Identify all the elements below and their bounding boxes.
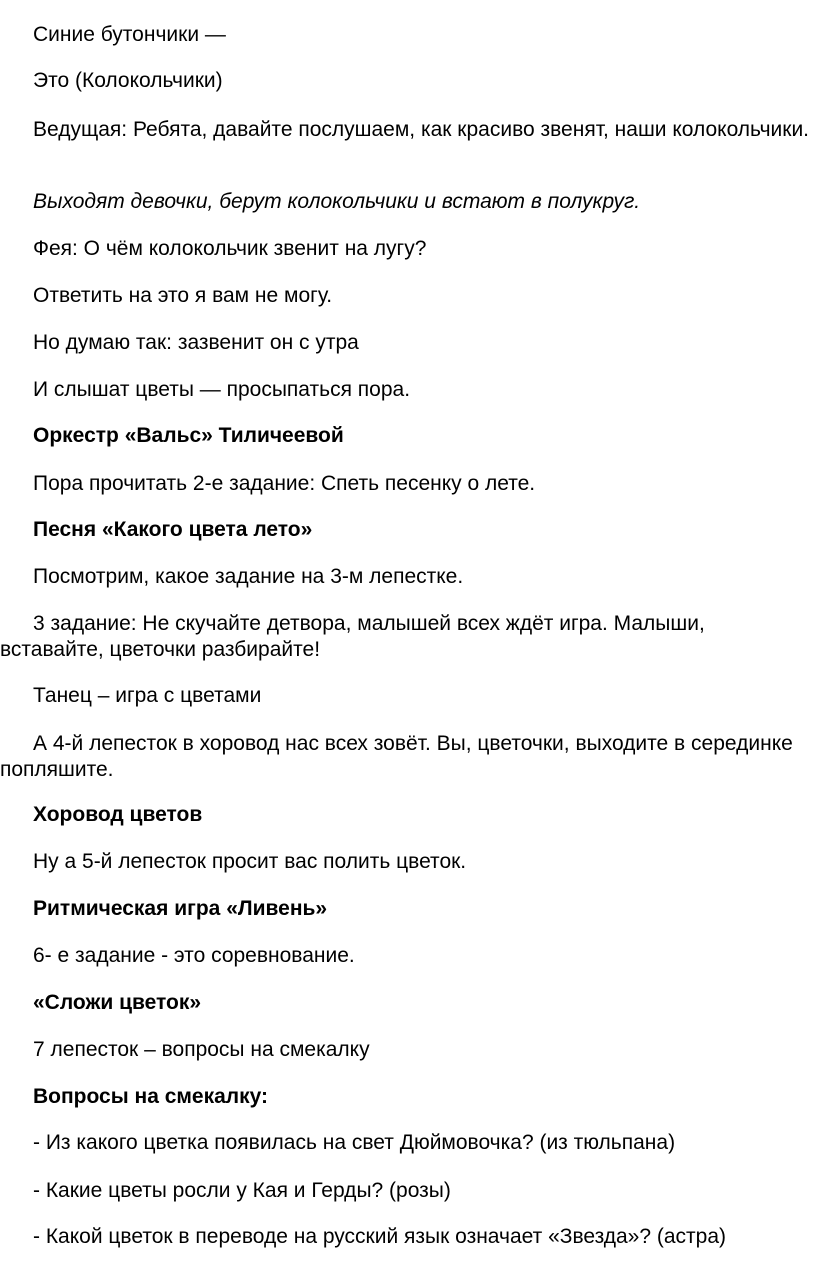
paragraph: Ответить на это я вам не могу. bbox=[33, 284, 333, 307]
section-heading: Хоровод цветов bbox=[33, 803, 203, 826]
paragraph: 7 лепесток – вопросы на смекалку bbox=[33, 1038, 370, 1061]
paragraph: Ведущая: Ребята, давайте послушаем, как красиво звенят, наши колокольчики. bbox=[33, 118, 810, 141]
section-heading: Песня «Какого цвета лето» bbox=[33, 518, 313, 541]
question-item: - Какие цветы росли у Кая и Герды? (розы) bbox=[33, 1179, 451, 1202]
section-heading: Вопросы на смекалку: bbox=[33, 1085, 269, 1108]
paragraph: Ну а 5-й лепесток просит вас полить цветок. bbox=[33, 850, 467, 873]
section-heading: Ритмическая игра «Ливень» bbox=[33, 897, 328, 920]
question-item: - Из какого цветка появилась на свет Дюймовочка? (из тюльпана) bbox=[33, 1131, 676, 1154]
paragraph: Но думаю так: зазвенит он с утра bbox=[33, 331, 359, 354]
paragraph: Посмотрим, какое задание на 3-м лепестке. bbox=[33, 565, 464, 588]
paragraph: Фея: О чём колокольчик звенит на лугу? bbox=[33, 237, 427, 260]
paragraph: 3 задание: Не скучайте детвора, малышей всех ждёт игра. Малыши, вставайте, цветочки разбирайте! bbox=[0, 612, 705, 661]
paragraph: Это (Колокольчики) bbox=[33, 69, 223, 92]
stage-direction: Выходят девочки, берут колокольчики и встают в полукруг. bbox=[33, 190, 641, 213]
paragraph: Синие бутончики — bbox=[33, 23, 226, 46]
question-item: - Какой цветок в переводе на русский язык означает «Звезда»? (астра) bbox=[33, 1225, 727, 1248]
paragraph: Пора прочитать 2-е задание: Спеть песенку о лете. bbox=[33, 472, 536, 495]
paragraph: 6- е задание - это соревнование. bbox=[33, 944, 355, 967]
paragraph: И слышат цветы — просыпаться пора. bbox=[33, 378, 411, 401]
paragraph: Танец – игра с цветами bbox=[33, 684, 262, 707]
paragraph: А 4-й лепесток в хоровод нас всех зовёт. Вы, цветочки, выходите в серединке попляшите. bbox=[0, 732, 793, 781]
section-heading: Оркестр «Вальс» Тиличеевой bbox=[33, 424, 344, 447]
section-heading: «Сложи цветок» bbox=[33, 991, 202, 1014]
